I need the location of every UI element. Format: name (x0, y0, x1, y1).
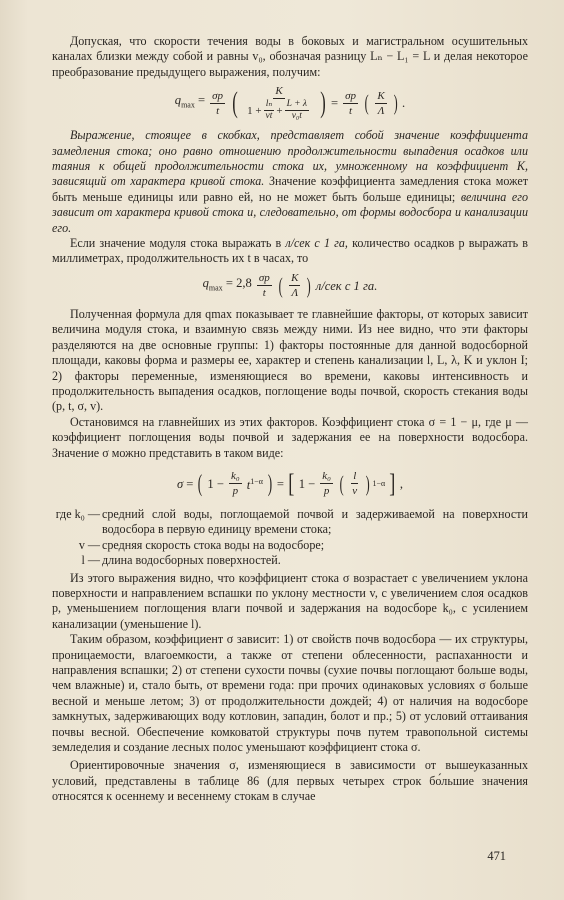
f1-frac-k: K 1 + $\frac{\text{lₙ}}{vt}$ + $\frac{L + \lambda}{\text{v₀t}}$ (247, 85, 307, 122)
paragraph-1: Допуская, что скорости течения воды в боковых и магистральном осушительных каналах близки между собой и равны v₀, обозначая разницу Lₙ − L₁ = L и делая некоторое преобразование предыдущего выражения, получим: (52, 34, 528, 79)
f3-frac-l-v: $\frac{l}{v}$ (352, 470, 358, 498)
paragraph-7: Таким образом, коэффициент σ зависит: 1) от свойств почв водосбора — их структуры, проницаемости, влагоемкости, а также от степени облесенности, распаханности и направления вспашки; 2) от степени сухости почвы (сухие почвы поглощают больше воды, чем влажные) и, стало быть, от времени года: при прочих одинаковых условиях σ больше весной и меньше летом; 3) от продолжительности дождей; 4) от наличия на водосборе замкнутых, задерживающих воду котловин, западин, болот и пр.; 5) от условий оттаивания почвы весной. Обеспечение комковатой структуры почв путем травопольной системы земледелия и создание лесных полос уменьшают коэффициент стока σ. (52, 632, 528, 755)
f2-frac-k-lambda: $\frac{K}{\Lambda}$ (291, 272, 299, 300)
definition-item: v — средняя скорость стока воды на водосборе; (78, 537, 325, 552)
f1-frac-k-lambda: $\frac{K}{\Lambda}$ (377, 89, 385, 117)
f1-q: q (174, 93, 182, 108)
definition-item: где k₀ — средний слой воды, поглощаемой почвой и задерживаемой на поверхности водосбора в первую единицу времени стока; (55, 506, 528, 537)
paragraph-2: Выражение, стоящее в скобках, представляет собой значение коэффициента замедления стока; оно равно отношению продолжительности выпадения осадков или таяния к общей продолжительности стока их, умноженному на коэффициент K, зависящий от характера кривой стока. Значение коэффициента замедления стока может быть меньше единицы или равно ей, но не может быть больше единицы; величина его зависит от характера кривой стока и, следовательно, от формы водосбора и канализации его. (52, 128, 529, 235)
f3-frac-k0-p-2: $\frac{\text{k₀}}{p}$ (322, 470, 331, 498)
page-number: 471 (487, 849, 506, 863)
f2-frac-sp-t: $\frac{\sigma p}{t}$ (258, 272, 270, 300)
f3-frac-k0-p: $\frac{\text{k₀}}{p}$ (230, 470, 240, 498)
paragraph-6: Из этого выражения видно, что коэффициент стока σ возрастает с увеличением уклона поверхности и направлением вспашки по уклону местности v, с увеличением слоя осадков p, уменьшением поглощения влаги почвой и задержания на водосборе k₀, с усилением канализации (уменьшение l). (52, 570, 528, 631)
f2-unit: л/сек с 1 га. (315, 278, 378, 293)
paragraph-8: Ориентировочные значения σ, изменяющиеся в зависимости от вышеуказанных условий, представлены в таблице 86 (для первых четырех строк бо́льшие значения относятся к осеннему и весеннему стокам в случае (52, 758, 528, 804)
paragraph-3: Если значение модуля стока выражать в л/сек с 1 га, количество осадков p выражать в миллиметрах, продолжительность их t в часах, то (52, 236, 529, 266)
paragraph-4: Полученная формула для qmax показывает те главнейшие факторы, от которых зависит величина модуля стока, и взаимную связь между ними. Из нее видно, что эти факторы разделяются на две основные группы: 1) факторы постоянные для данной водосборной площади, каковы форма и размеры ее, характер и степень канализации l, L, λ, K и уклон I; 2) факторы переменные, изменяющиеся во времени, каковы интенсивность и продолжительность выпадения осадков, поглощение воды почвой, скорость стекания воды (p, t, σ, v). (52, 306, 528, 414)
formula-qmax-1: $q_{max}$ = $\frac{\sigma p}{t}$ ( K 1 + $\frac{\text{lₙ}}{vt}$ + $\frac{L + \lambda}{\text{v₀t}}$ ) = $\frac{\sigma p}{t}$ ( $\frac{K}{\Lambda}$ ) . (174, 85, 406, 122)
definition-item: l — длина водосборных поверхностей. (81, 553, 281, 568)
f1-frac-sp-t: $\frac{\sigma p}{t}$ (212, 89, 224, 117)
f1-sub: max (181, 100, 195, 110)
formula-sigma: σ = ( 1 − $\frac{\text{k₀}}{p}$ $t^{1-\alpha}$ ) = [ 1 − $\frac{\text{k₀}}{p}$ ( $\frac{l}{v}$ ) 1−α ] , (176, 468, 404, 498)
f1-frac-sp-t-2: $\frac{\sigma p}{t}$ (345, 89, 357, 117)
formula-qmax-2: $q_{max} = 2,8$ $\frac{\sigma p}{t}$ ( $\frac{K}{\Lambda}$ ) л/сек с 1 га. (202, 272, 378, 300)
definitions-list (52, 507, 528, 569)
paragraph-5: Остановимся на главнейших из этих факторов. Коэффициент стока σ = 1 − μ, где μ — коэффициент поглощения воды почвой и задержания ее на поверхности водосбора. Значение σ можно представить в таком виде: (52, 414, 528, 460)
